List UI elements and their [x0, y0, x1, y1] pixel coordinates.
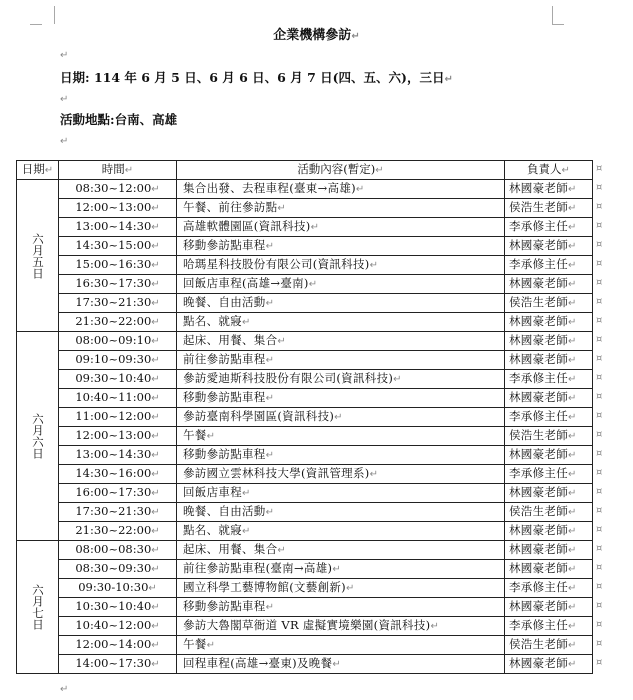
person-cell: 李承修主任↵ — [505, 465, 593, 484]
activity-cell-text: 移動參訪點車程 — [183, 390, 266, 404]
activity-cell-text: 起床、用餐、集合 — [183, 542, 278, 556]
row-end-mark: ¤ — [596, 485, 603, 497]
person-cell: 林國豪老師↵ — [505, 275, 593, 294]
person-cell-text: 林國豪老師 — [509, 599, 568, 613]
activity-cell-text: 午餐 — [183, 637, 207, 651]
person-cell-text: 李承修主任 — [509, 618, 568, 632]
person-cell: 林國豪老師↵ — [505, 446, 593, 465]
person-cell-text: 李承修主任 — [509, 466, 568, 480]
activity-cell: 集合出發、去程車程(臺東→高雄)↵ — [177, 180, 505, 199]
time-cell: 16:00~17:30↵ — [59, 484, 177, 503]
table-row — [17, 446, 593, 465]
person-cell-text: 侯浩生老師 — [509, 428, 568, 442]
time-cell-text: 10:40~11:00 — [75, 390, 152, 404]
table-row — [17, 332, 593, 351]
table-row — [17, 598, 593, 617]
activity-cell: 點名、就寢↵ — [177, 313, 505, 332]
table-row — [17, 199, 593, 218]
time-cell: 11:00~12:00↵ — [59, 408, 177, 427]
row-end-mark: ¤ — [596, 181, 603, 193]
activity-cell-text: 前往參訪點車程(臺南→高雄) — [183, 561, 333, 575]
time-cell-text: 14:30~16:00 — [75, 466, 152, 480]
time-cell-text: 12:00~13:00 — [75, 200, 152, 214]
person-cell: 侯浩生老師↵ — [505, 199, 593, 218]
margin-corner-top-left — [42, 6, 55, 24]
person-cell-text: 侯浩生老師 — [509, 295, 568, 309]
person-cell: 林國豪老師↵ — [505, 389, 593, 408]
activity-cell: 國立科學工藝博物館(文藝創新)↵ — [177, 579, 505, 598]
person-cell: 林國豪老師↵ — [505, 237, 593, 256]
time-cell: 09:30~10:40↵ — [59, 370, 177, 389]
person-cell-text: 林國豪老師 — [509, 485, 568, 499]
activity-cell-text: 參訪愛迪斯科技股份有限公司(資訊科技) — [183, 371, 394, 385]
date-line: 日期: 114 年 6 月 5 日、6 月 6 日、6 月 7 日(四、五、六)，三日↵ — [60, 70, 453, 85]
person-cell-text: 林國豪老師 — [509, 276, 568, 290]
day-cell — [17, 332, 59, 541]
person-cell: 李承修主任↵ — [505, 370, 593, 389]
row-end-mark: ¤ — [596, 162, 603, 174]
activity-cell-text: 午餐 — [183, 428, 207, 442]
row-end-mark: ¤ — [596, 618, 603, 630]
table-row — [17, 370, 593, 389]
row-end-mark: ¤ — [596, 542, 603, 554]
table-row — [17, 484, 593, 503]
end-paragraph-mark: ↵ — [60, 684, 69, 695]
activity-cell-text: 回飯店車程 — [183, 485, 242, 499]
activity-cell: 參訪大魯閣草衙道 VR 虛擬實境樂園(資訊科技)↵ — [177, 617, 505, 636]
time-cell-text: 09:30~10:40 — [75, 371, 152, 385]
time-cell: 09:30-10:30↵ — [59, 579, 177, 598]
day-cell — [17, 541, 59, 674]
person-cell: 侯浩生老師↵ — [505, 294, 593, 313]
person-cell-text: 林國豪老師 — [509, 238, 568, 252]
row-end-mark: ¤ — [596, 466, 603, 478]
header-time: 時間↵ — [59, 161, 177, 180]
row-end-mark: ¤ — [596, 238, 603, 250]
time-cell-text: 11:00~12:00 — [75, 409, 152, 423]
activity-cell: 移動參訪點車程↵ — [177, 598, 505, 617]
table-header-row — [17, 161, 593, 180]
person-cell-text: 李承修主任 — [509, 371, 568, 385]
activity-cell: 午餐↵ — [177, 427, 505, 446]
time-cell: 08:30~09:30↵ — [59, 560, 177, 579]
empty-paragraph-mark: ↵ — [60, 94, 69, 105]
activity-cell-text: 參訪國立雲林科技大學(資訊管理系) — [183, 466, 370, 480]
activity-cell: 高雄軟體園區(資訊科技)↵ — [177, 218, 505, 237]
time-cell: 17:30~21:30↵ — [59, 503, 177, 522]
row-end-mark: ¤ — [596, 504, 603, 516]
time-cell-text: 09:10~09:30 — [75, 352, 152, 366]
activity-cell-text: 前往參訪點車程 — [183, 352, 266, 366]
time-cell-text: 12:00~14:00 — [75, 637, 152, 651]
person-cell: 林國豪老師↵ — [505, 332, 593, 351]
time-cell: 12:00~14:00↵ — [59, 636, 177, 655]
time-cell-text: 08:30~09:30 — [75, 561, 152, 575]
person-cell: 李承修主任↵ — [505, 256, 593, 275]
time-cell-text: 09:30-10:30 — [78, 580, 149, 594]
table-row — [17, 522, 593, 541]
row-end-mark: ¤ — [596, 580, 603, 592]
activity-cell-text: 回程車程(高雄→臺東)及晚餐 — [183, 656, 333, 670]
activity-cell: 參訪愛迪斯科技股份有限公司(資訊科技)↵ — [177, 370, 505, 389]
row-end-mark: ¤ — [596, 523, 603, 535]
activity-cell: 回飯店車程(高雄→臺南)↵ — [177, 275, 505, 294]
time-cell-text: 14:30~15:00 — [75, 238, 152, 252]
time-cell-text: 08:00~08:30 — [75, 542, 152, 556]
row-end-mark: ¤ — [596, 295, 603, 307]
document-title: 企業機構參訪↵ — [273, 28, 360, 43]
day-label: 六月六日 — [31, 413, 45, 459]
table-row — [17, 218, 593, 237]
table-row — [17, 237, 593, 256]
person-cell: 李承修主任↵ — [505, 617, 593, 636]
person-cell: 林國豪老師↵ — [505, 560, 593, 579]
row-end-mark: ¤ — [596, 200, 603, 212]
person-cell-text: 林國豪老師 — [509, 352, 568, 366]
time-cell: 14:30~15:00↵ — [59, 237, 177, 256]
row-end-mark: ¤ — [596, 219, 603, 231]
person-cell: 林國豪老師↵ — [505, 484, 593, 503]
day-label: 六月七日 — [31, 584, 45, 630]
activity-cell-text: 回飯店車程(高雄→臺南) — [183, 276, 309, 290]
activity-cell-text: 移動參訪點車程 — [183, 238, 266, 252]
time-cell-text: 08:30~12:00 — [75, 181, 152, 195]
table-row — [17, 636, 593, 655]
activity-cell: 移動參訪點車程↵ — [177, 389, 505, 408]
person-cell-text: 李承修主任 — [509, 580, 568, 594]
table-row — [17, 313, 593, 332]
row-end-mark: ¤ — [596, 352, 603, 364]
time-cell-text: 16:00~17:30 — [75, 485, 152, 499]
activity-cell-text: 哈瑪星科技股份有限公司(資訊科技) — [183, 257, 370, 271]
activity-cell: 移動參訪點車程↵ — [177, 237, 505, 256]
person-cell-text: 林國豪老師 — [509, 390, 568, 404]
activity-cell: 回飯店車程↵ — [177, 484, 505, 503]
activity-cell-text: 午餐、前往參訪點 — [183, 200, 278, 214]
person-cell-text: 侯浩生老師 — [509, 200, 568, 214]
time-cell: 16:30~17:30↵ — [59, 275, 177, 294]
margin-corner-top-right — [552, 6, 565, 24]
activity-cell-text: 移動參訪點車程 — [183, 599, 266, 613]
person-cell: 侯浩生老師↵ — [505, 503, 593, 522]
time-cell: 10:30~10:40↵ — [59, 598, 177, 617]
person-cell: 李承修主任↵ — [505, 579, 593, 598]
row-end-mark: ¤ — [596, 314, 603, 326]
activity-cell-text: 晚餐、自由活動 — [183, 295, 266, 309]
activity-cell-text: 晚餐、自由活動 — [183, 504, 266, 518]
row-end-mark: ¤ — [596, 390, 603, 402]
table-row — [17, 294, 593, 313]
person-cell-text: 李承修主任 — [509, 409, 568, 423]
time-cell: 14:00~17:30↵ — [59, 655, 177, 674]
empty-paragraph-mark: ↵ — [60, 50, 69, 61]
person-cell-text: 侯浩生老師 — [509, 637, 568, 651]
time-cell: 14:30~16:00↵ — [59, 465, 177, 484]
time-cell: 10:40~11:00↵ — [59, 389, 177, 408]
activity-cell: 回程車程(高雄→臺東)及晚餐↵ — [177, 655, 505, 674]
day-cell — [17, 180, 59, 332]
activity-cell: 前往參訪點車程↵ — [177, 351, 505, 370]
time-cell-text: 17:30~21:30 — [75, 504, 152, 518]
time-cell: 15:00~16:30↵ — [59, 256, 177, 275]
activity-cell: 參訪國立雲林科技大學(資訊管理系)↵ — [177, 465, 505, 484]
person-cell-text: 林國豪老師 — [509, 542, 568, 556]
person-cell: 林國豪老師↵ — [505, 541, 593, 560]
time-cell: 09:10~09:30↵ — [59, 351, 177, 370]
row-end-mark: ¤ — [596, 371, 603, 383]
header-date: 日期↵ — [17, 161, 59, 180]
time-cell: 13:00~14:30↵ — [59, 446, 177, 465]
time-cell-text: 13:00~14:30 — [75, 447, 152, 461]
time-cell-text: 10:40~12:00 — [75, 618, 152, 632]
time-cell: 12:00~13:00↵ — [59, 427, 177, 446]
time-cell: 21:30~22:00↵ — [59, 313, 177, 332]
time-cell: 13:00~14:30↵ — [59, 218, 177, 237]
row-end-mark: ¤ — [596, 409, 603, 421]
person-cell: 林國豪老師↵ — [505, 598, 593, 617]
row-end-mark: ¤ — [596, 561, 603, 573]
activity-cell: 晚餐、自由活動↵ — [177, 294, 505, 313]
activity-cell: 起床、用餐、集合↵ — [177, 332, 505, 351]
activity-cell-text: 起床、用餐、集合 — [183, 333, 278, 347]
activity-cell-text: 參訪臺南科學園區(資訊科技) — [183, 409, 335, 423]
row-end-mark: ¤ — [596, 447, 603, 459]
activity-cell: 參訪臺南科學園區(資訊科技)↵ — [177, 408, 505, 427]
time-cell-text: 10:30~10:40 — [75, 599, 152, 613]
activity-cell: 午餐↵ — [177, 636, 505, 655]
table-row — [17, 503, 593, 522]
person-cell: 李承修主任↵ — [505, 408, 593, 427]
activity-cell-text: 點名、就寢 — [183, 523, 242, 537]
time-cell: 17:30~21:30↵ — [59, 294, 177, 313]
time-cell: 10:40~12:00↵ — [59, 617, 177, 636]
table-row — [17, 617, 593, 636]
table-row — [17, 541, 593, 560]
person-cell: 侯浩生老師↵ — [505, 427, 593, 446]
time-cell: 21:30~22:00↵ — [59, 522, 177, 541]
activity-cell-text: 參訪大魯閣草衙道 VR 虛擬實境樂園(資訊科技) — [183, 618, 431, 632]
time-cell: 08:30~12:00↵ — [59, 180, 177, 199]
activity-cell-text: 點名、就寢 — [183, 314, 242, 328]
person-cell-text: 林國豪老師 — [509, 314, 568, 328]
person-cell: 林國豪老師↵ — [505, 351, 593, 370]
table-row — [17, 560, 593, 579]
time-cell-text: 13:00~14:30 — [75, 219, 152, 233]
table-row — [17, 351, 593, 370]
time-cell: 08:00~08:30↵ — [59, 541, 177, 560]
activity-cell: 起床、用餐、集合↵ — [177, 541, 505, 560]
table-row — [17, 389, 593, 408]
person-cell: 李承修主任↵ — [505, 218, 593, 237]
time-cell-text: 21:30~22:00 — [75, 314, 152, 328]
row-end-mark: ¤ — [596, 333, 603, 345]
header-person: 負責人↵ — [505, 161, 593, 180]
activity-cell-text: 高雄軟體園區(資訊科技) — [183, 219, 311, 233]
table-row — [17, 465, 593, 484]
row-end-mark: ¤ — [596, 599, 603, 611]
table-row — [17, 579, 593, 598]
table-row — [17, 655, 593, 674]
location-line: 活動地點:台南、高雄 — [60, 112, 178, 127]
person-cell-text: 林國豪老師 — [509, 523, 568, 537]
activity-cell-text: 集合出發、去程車程(臺東→高雄) — [183, 181, 356, 195]
person-cell: 林國豪老師↵ — [505, 655, 593, 674]
time-cell-text: 14:00~17:30 — [75, 656, 152, 670]
activity-cell: 哈瑪星科技股份有限公司(資訊科技)↵ — [177, 256, 505, 275]
activity-cell-text: 國立科學工藝博物館(文藝創新) — [183, 580, 346, 594]
table-row — [17, 408, 593, 427]
time-cell-text: 08:00~09:10 — [75, 333, 152, 347]
row-end-mark: ¤ — [596, 656, 603, 668]
time-cell: 12:00~13:00↵ — [59, 199, 177, 218]
table-row — [17, 427, 593, 446]
activity-cell: 點名、就寢↵ — [177, 522, 505, 541]
row-end-mark: ¤ — [596, 257, 603, 269]
person-cell-text: 林國豪老師 — [509, 561, 568, 575]
time-cell-text: 21:30~22:00 — [75, 523, 152, 537]
schedule-table — [16, 160, 593, 674]
activity-cell-text: 移動參訪點車程 — [183, 447, 266, 461]
row-end-mark: ¤ — [596, 428, 603, 440]
activity-cell: 移動參訪點車程↵ — [177, 446, 505, 465]
table-row — [17, 180, 593, 199]
row-end-mark: ¤ — [596, 637, 603, 649]
table-row — [17, 275, 593, 294]
person-cell-text: 李承修主任 — [509, 219, 568, 233]
person-cell-text: 林國豪老師 — [509, 447, 568, 461]
person-cell-text: 侯浩生老師 — [509, 504, 568, 518]
person-cell-text: 林國豪老師 — [509, 181, 568, 195]
time-cell-text: 17:30~21:30 — [75, 295, 152, 309]
person-cell: 林國豪老師↵ — [505, 180, 593, 199]
time-cell-text: 12:00~13:00 — [75, 428, 152, 442]
row-end-mark: ¤ — [596, 276, 603, 288]
time-cell-text: 15:00~16:30 — [75, 257, 152, 271]
person-cell: 侯浩生老師↵ — [505, 636, 593, 655]
empty-paragraph-mark: ↵ — [60, 136, 69, 147]
table-row — [17, 256, 593, 275]
person-cell-text: 李承修主任 — [509, 257, 568, 271]
header-activity: 活動內容(暫定)↵ — [177, 161, 505, 180]
activity-cell: 晚餐、自由活動↵ — [177, 503, 505, 522]
activity-cell: 前往參訪點車程(臺南→高雄)↵ — [177, 560, 505, 579]
activity-cell: 午餐、前往參訪點↵ — [177, 199, 505, 218]
person-cell-text: 林國豪老師 — [509, 656, 568, 670]
person-cell: 林國豪老師↵ — [505, 522, 593, 541]
time-cell: 08:00~09:10↵ — [59, 332, 177, 351]
person-cell: 林國豪老師↵ — [505, 313, 593, 332]
time-cell-text: 16:30~17:30 — [75, 276, 152, 290]
person-cell-text: 林國豪老師 — [509, 333, 568, 347]
day-label: 六月五日 — [31, 232, 45, 279]
